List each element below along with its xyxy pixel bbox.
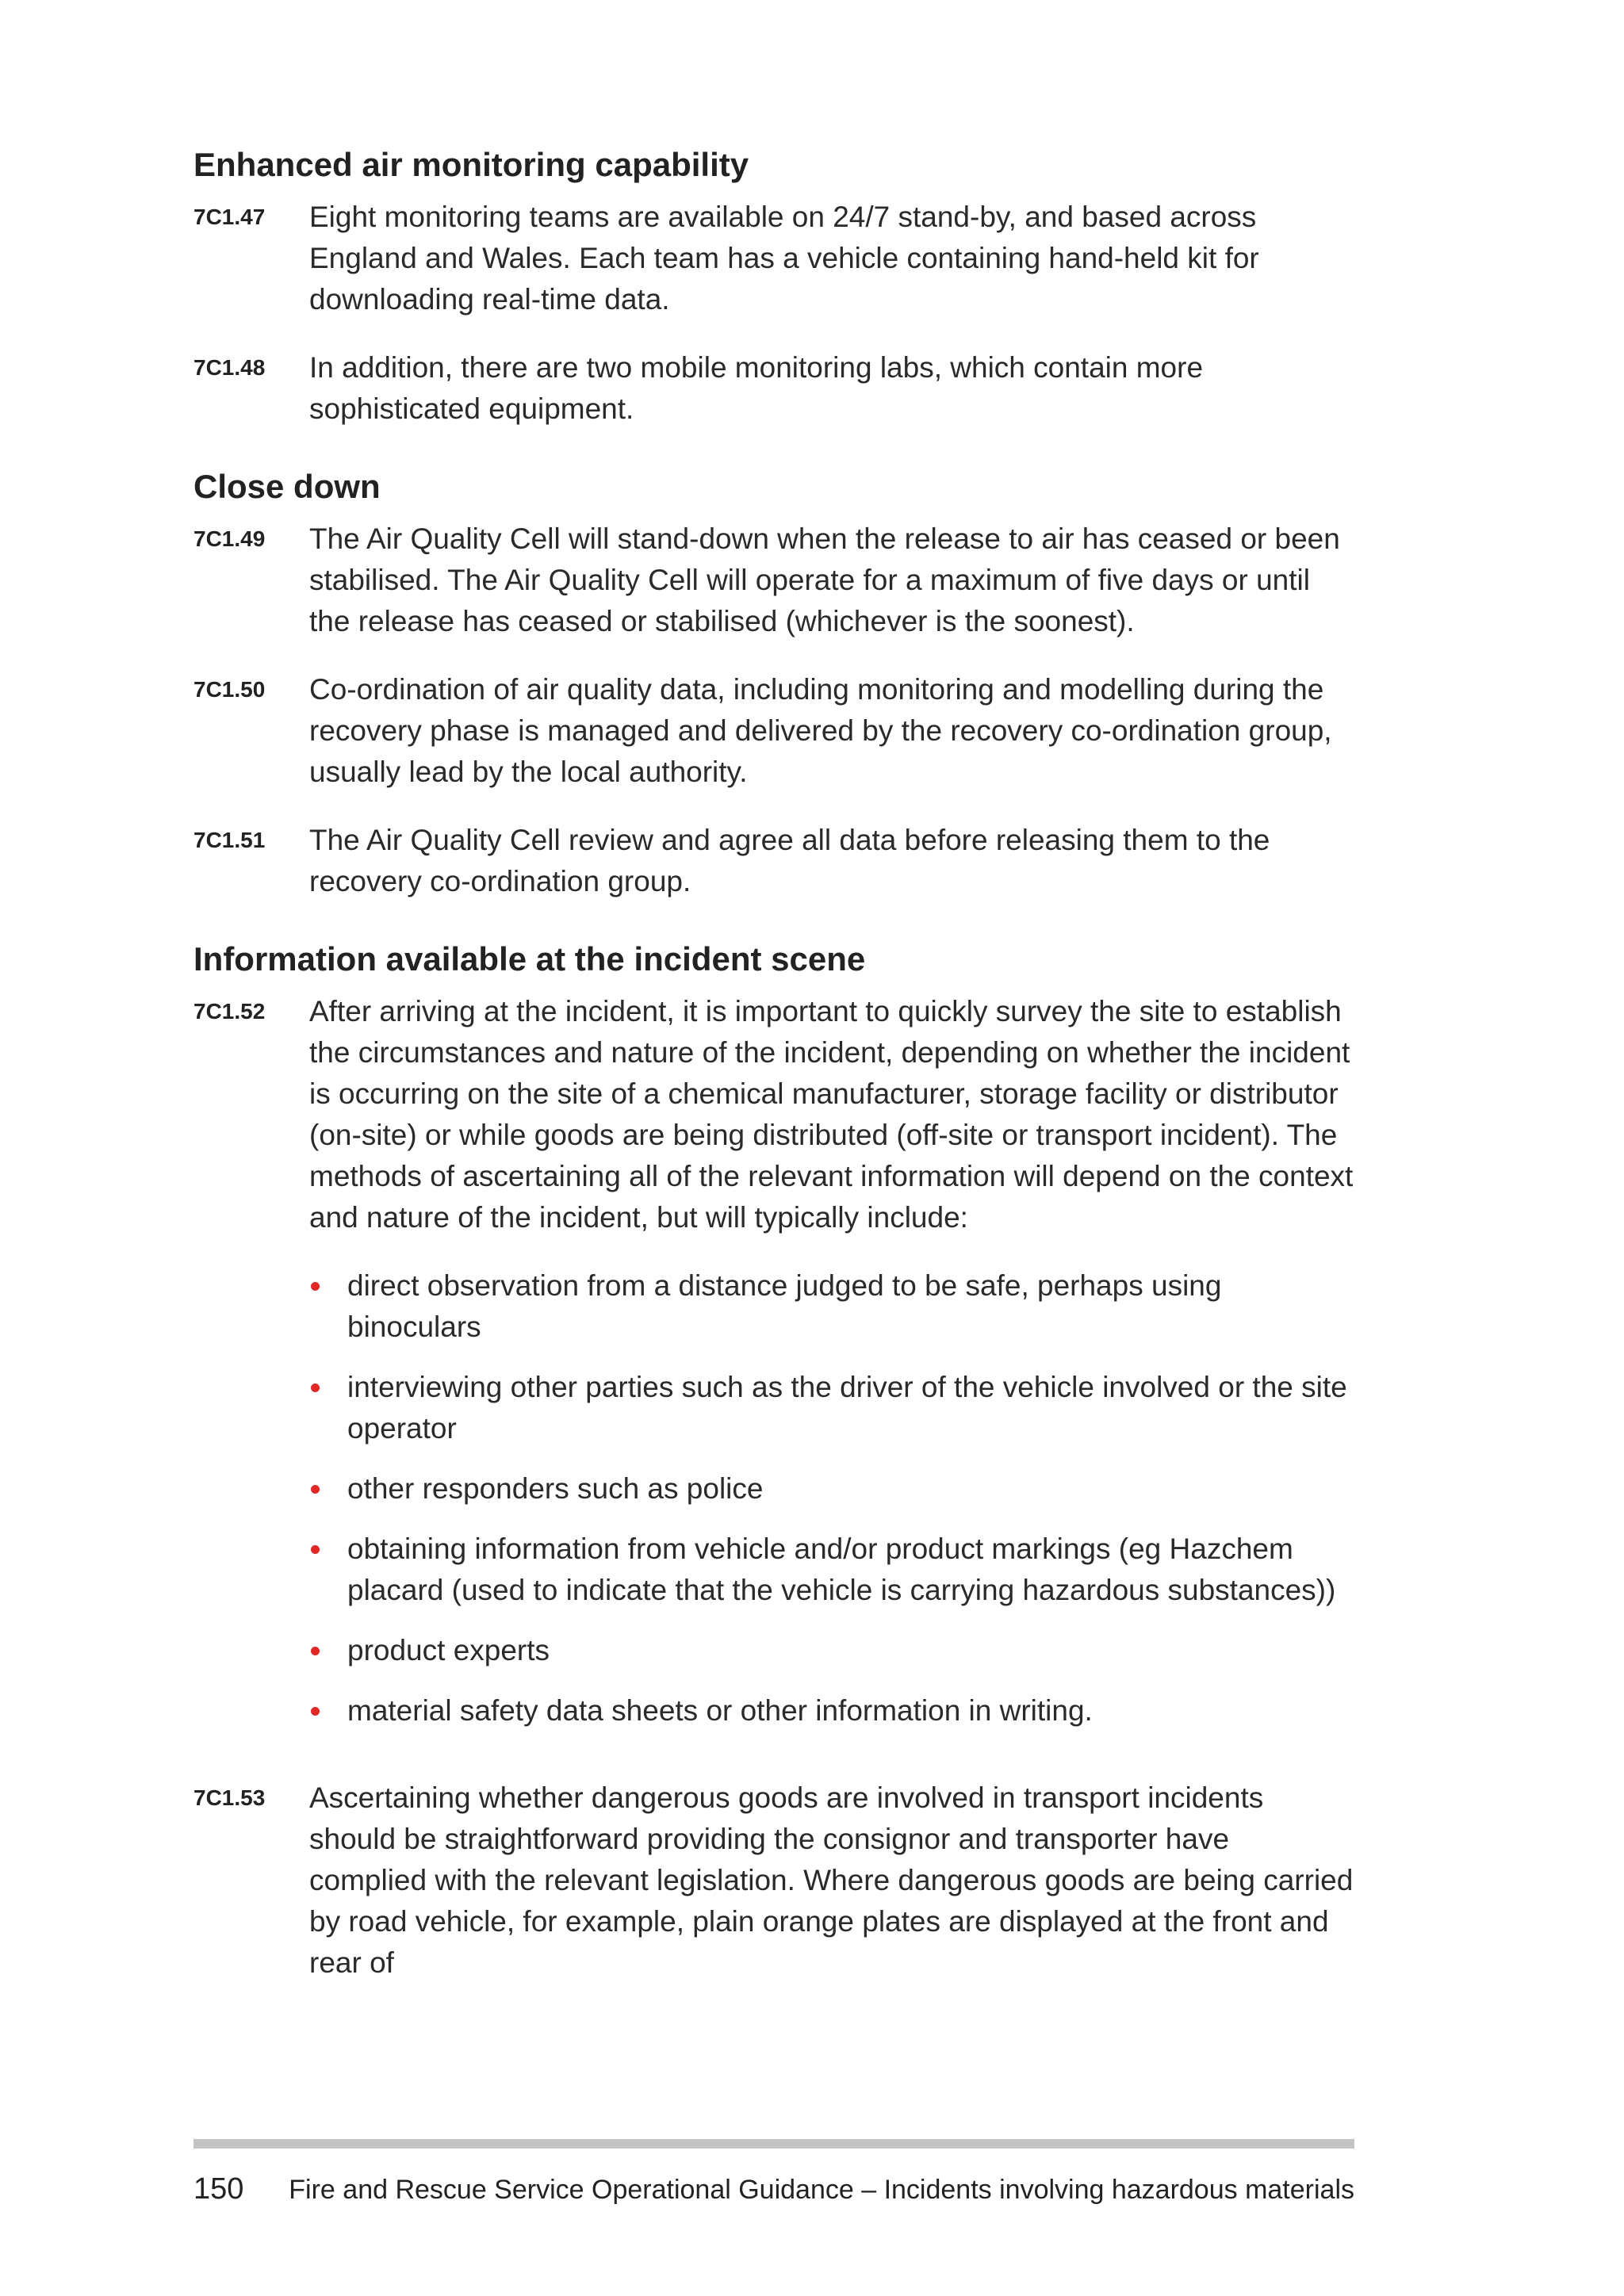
paragraph-number: 7C1.47: [193, 205, 266, 229]
section-heading: Enhanced air monitoring capability: [193, 146, 749, 183]
paragraph-number: 7C1.49: [193, 526, 266, 551]
list-item-text: product experts: [347, 1634, 550, 1667]
footer-rule: [193, 2139, 1354, 2149]
section-close-down: [193, 465, 1354, 902]
section-heading: Close down: [193, 468, 381, 505]
bullet-dot-icon: [309, 1265, 347, 1307]
bullet-dot-icon: [309, 1529, 347, 1570]
paragraph-text: Eight monitoring teams are available on 24/7 stand-by, and based across England and Wales. Each team has a vehicle containing hand-held kit for downloading real-time data.: [309, 201, 1259, 316]
paragraph-number: 7C1.50: [193, 677, 266, 702]
list-item: [309, 1690, 1354, 1732]
list-item-text: interviewing other parties such as the driver of the vehicle involved or the site operator: [347, 1371, 1347, 1445]
bullet-dot-icon: [309, 1367, 347, 1408]
document-body: [193, 143, 1354, 2019]
list-item: [309, 1367, 1354, 1449]
paragraph: [193, 820, 1354, 902]
paragraph: [193, 519, 1354, 642]
paragraph: [193, 669, 1354, 793]
list-item: [309, 1529, 1354, 1611]
section-enhanced-air-monitoring: [193, 143, 1354, 430]
list-item: [309, 1265, 1354, 1348]
paragraph-body: [309, 991, 1354, 1751]
paragraph-number: 7C1.52: [193, 999, 266, 1024]
paragraph-number: 7C1.53: [193, 1785, 266, 1810]
list-item: [309, 1630, 1354, 1671]
paragraph: [193, 347, 1354, 430]
list-item-text: obtaining information from vehicle and/or product markings (eg Hazchem placard (used to indicate that the vehicle is carrying hazardous substances)): [347, 1533, 1336, 1606]
bullet-dot-icon: [309, 1690, 347, 1732]
section-information-at-scene: [193, 937, 1354, 1984]
paragraph-number: 7C1.48: [193, 355, 266, 380]
paragraph-number: 7C1.51: [193, 828, 266, 852]
list-item-text: other responders such as police: [347, 1472, 764, 1505]
list-item-text: direct observation from a distance judged to be safe, perhaps using binoculars: [347, 1269, 1222, 1343]
paragraph-text: The Air Quality Cell review and agree all data before releasing them to the recovery co-ordination group.: [309, 824, 1270, 897]
list-item-text: material safety data sheets or other information in writing.: [347, 1694, 1093, 1727]
paragraph-text: The Air Quality Cell will stand-down when the release to air has ceased or been stabilised. The Air Quality Cell will operate for a maximum of five days or until the release has ceased or stabilised (whichever is the soonest).: [309, 522, 1340, 637]
paragraph-text: In addition, there are two mobile monitoring labs, which contain more sophisticated equipment.: [309, 351, 1204, 425]
section-heading: Information available at the incident scene: [193, 940, 866, 978]
paragraph: [193, 991, 1354, 1751]
bullet-list: [309, 1265, 1354, 1732]
bullet-dot-icon: [309, 1630, 347, 1671]
page-footer: [193, 2172, 1354, 2206]
list-item: [309, 1468, 1354, 1510]
document-title: Fire and Rescue Service Operational Guidance – Incidents involving hazardous materials: [289, 2175, 1354, 2205]
paragraph-text: After arriving at the incident, it is important to quickly survey the site to establish the circumstances and nature of the incident, depending on whether the incident is occurring on the site of a chemical manufacturer, storage facility or distributor (on-site) or while goods are being distributed (off-site or transport incident). The methods of ascertaining all of the relevant information will depend on the context and nature of the incident, but will typically include:: [309, 995, 1354, 1234]
paragraph: [193, 197, 1354, 320]
bullet-dot-icon: [309, 1468, 347, 1510]
paragraph-text: Co-ordination of air quality data, including monitoring and modelling during the recovery phase is managed and delivered by the recovery co-ordination group, usually lead by the local authority.: [309, 673, 1332, 788]
page-number: 150: [193, 2172, 244, 2206]
paragraph: [193, 1777, 1354, 1984]
paragraph-text: Ascertaining whether dangerous goods are involved in transport incidents should be straightforward providing the consignor and transporter have complied with the relevant legislation. Where dangerous goods are being carried by road vehicle, for example, plain orange plates are displayed at the front and rear of: [309, 1781, 1354, 1979]
